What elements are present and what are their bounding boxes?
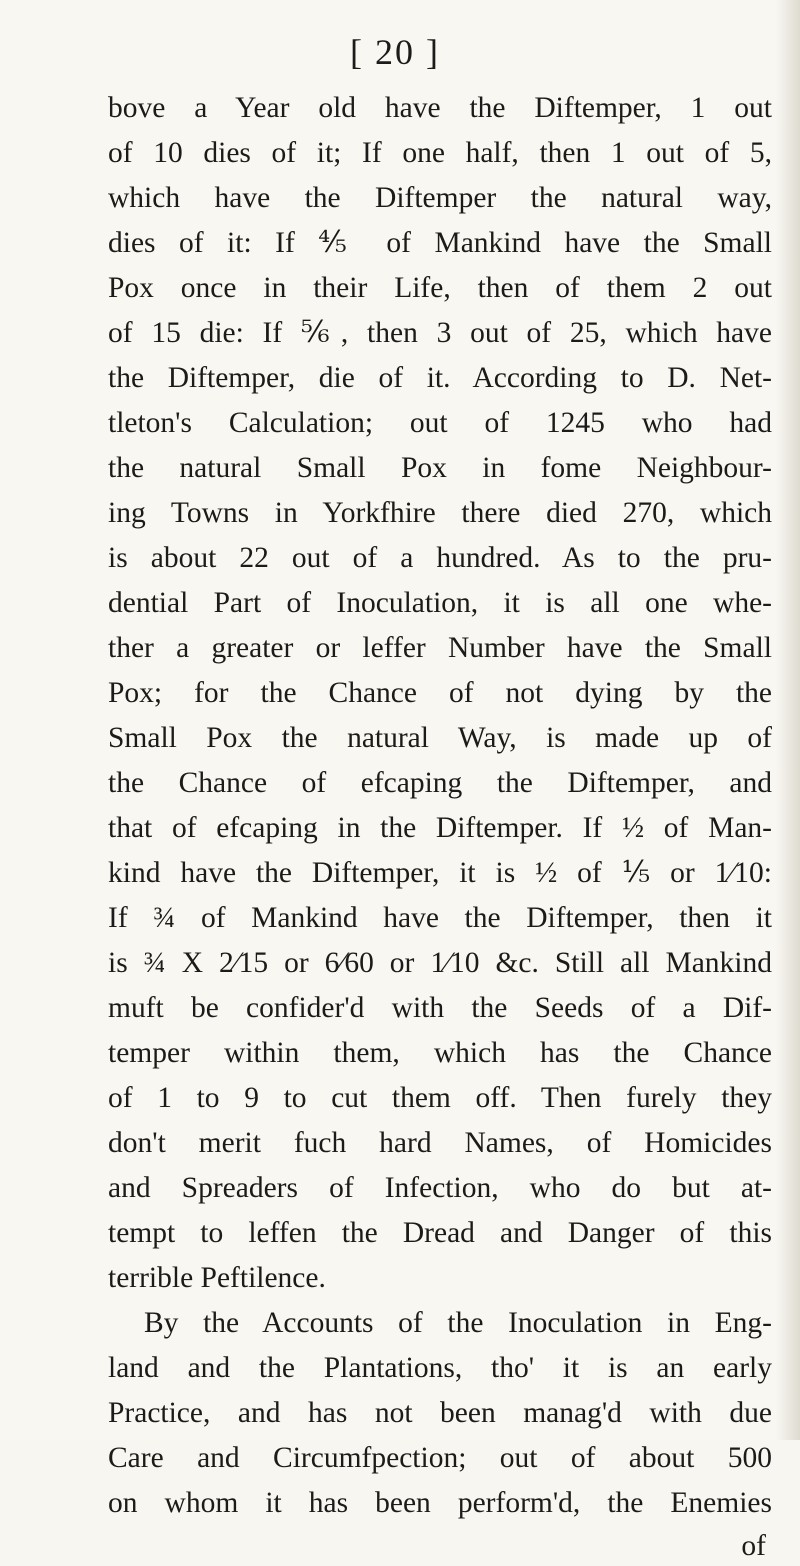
text-line: dential Part of Inoculation, it is all one whe-	[108, 587, 772, 619]
text-line: land and the Plantations, tho' it is an early	[108, 1352, 772, 1384]
text-line: kind have the Diftemper, it is ½ of ⅕ or 1⁄10:	[108, 857, 772, 889]
text-line: tleton's Calculation; out of 1245 who had	[108, 407, 772, 439]
text-line: temper within them, which has the Chance	[108, 1037, 772, 1069]
text-line: By the Accounts of the Inoculation in Eng-	[144, 1307, 772, 1339]
text-line: tempt to leffen the Dread and Danger of this	[108, 1217, 772, 1249]
text-line: Care and Circumfpection; out of about 500	[108, 1442, 772, 1474]
text-line: terrible Peftilence.	[108, 1262, 326, 1294]
text-line: ing Towns in Yorkfhire there died 270, which	[108, 497, 772, 529]
body-text	[108, 86, 772, 1526]
text-line: the Chance of efcaping the Diftemper, and	[108, 767, 772, 799]
text-line: dies of it: If ⅘ of Mankind have the Small	[108, 227, 772, 259]
text-line: is about 22 out of a hundred. As to the pru-	[108, 542, 772, 574]
text-line: and Spreaders of Infection, who do but at-	[108, 1172, 772, 1204]
text-line: don't merit fuch hard Names, of Homicides	[108, 1127, 772, 1159]
text-line: bove a Year old have the Diftemper, 1 out	[108, 92, 772, 124]
text-line: If ¾ of Mankind have the Diftemper, then it	[108, 902, 772, 934]
text-line: that of efcaping in the Diftemper. If ½ of Man-	[108, 812, 772, 844]
text-line: is ¾ X 2⁄15 or 6⁄60 or 1⁄10 &c. Still all Mankind	[108, 947, 772, 979]
text-line: of 1 to 9 to cut them off. Then furely they	[108, 1082, 772, 1114]
text-line: Practice, and has not been manag'd with due	[108, 1397, 772, 1429]
text-line: muft be confider'd with the Seeds of a Dif-	[108, 992, 772, 1024]
text-line: the natural Small Pox in fome Neighbour-	[108, 452, 772, 484]
text-line: of 10 dies of it; If one half, then 1 out of 5,	[108, 137, 772, 169]
page-edge-shadow	[776, 0, 800, 1440]
text-line: the Diftemper, die of it. According to D. Net-	[108, 362, 772, 394]
text-line: Small Pox the natural Way, is made up of	[108, 722, 772, 754]
text-line: of 15 die: If ⅚, then 3 out of 25, which have	[108, 317, 772, 349]
catchword: of	[741, 1530, 766, 1562]
text-line: on whom it has been perform'd, the Enemies	[108, 1487, 772, 1519]
text-line: Pox once in their Life, then of them 2 out	[108, 272, 772, 304]
page-number: [ 20 ]	[350, 32, 440, 72]
text-line: ther a greater or leffer Number have the Small	[108, 632, 772, 664]
text-line: Pox; for the Chance of not dying by the	[108, 677, 772, 709]
text-line: which have the Diftemper the natural way,	[108, 182, 772, 214]
